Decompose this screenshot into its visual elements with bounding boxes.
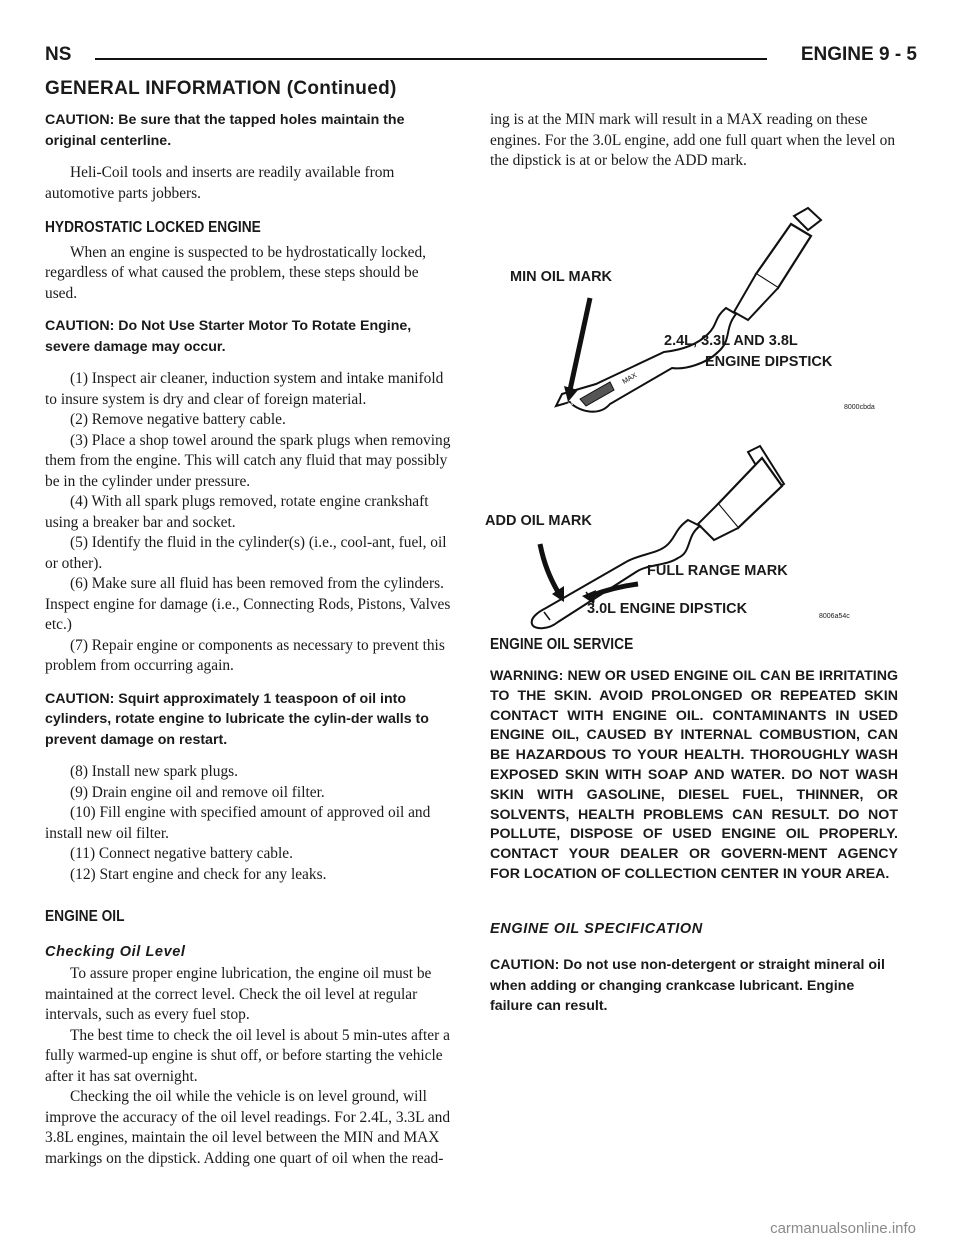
step-1: (1) Inspect air cleaner, induction system and intake manifold to insure system is dry and clear of foreign material. <box>45 370 444 408</box>
subheading-engine-oil-specification: ENGINE OIL SPECIFICATION <box>490 920 703 937</box>
paragraph-continued: ing is at the MIN mark will result in a MAX reading on these engines. For the 3.0L engine, add one full quart when the level on the dipstick is at or below the ADD mark. <box>490 111 896 169</box>
caution-teaspoon-oil: CAUTION: Squirt approximately 1 teaspoon of oil into cylinders, rotate engine to lubricate the cylin-der walls to prevent damage on restart. <box>45 690 429 748</box>
step-10: (10) Fill engine with specified amount of approved oil and install new oil filter. <box>45 804 431 842</box>
step-6: (6) Make sure all fluid has been removed from the cylinders. Inspect engine for damage (i.e., Connecting Rods, Pistons, Valves etc.) <box>45 575 451 633</box>
step-9: (9) Drain engine oil and remove oil filter. <box>70 783 325 801</box>
mark-min-text: MIN <box>562 400 575 412</box>
dipstick-illustration-1 <box>486 194 906 434</box>
add-leader-line <box>540 544 558 592</box>
left-column <box>45 110 453 1169</box>
label-engine-dipstick: ENGINE DIPSTICK <box>705 353 833 370</box>
mark-max-text: MAX <box>621 371 639 386</box>
header-section-page: ENGINE 9 - 5 <box>800 44 917 65</box>
paragraph-check-3: Checking the oil while the vehicle is on level ground, will improve the accuracy of the oil level readings. For 2.4L, 3.3L and 3.8L engines, maintain the oil level between the MIN and MAX markings on the dipstick. Adding one quart of oil when the read- <box>45 1088 451 1167</box>
subheading-checking-oil-level: Checking Oil Level <box>45 943 186 960</box>
label-engines: 2.4L, 3.3L AND 3.8L <box>664 332 798 349</box>
label-min-oil-mark: MIN OIL MARK <box>510 268 613 285</box>
dipstick-handle-cap <box>794 208 821 230</box>
step-11: (11) Connect negative battery cable. <box>70 845 293 862</box>
figure-dipstick-24-33-38 <box>486 194 906 434</box>
page-header <box>45 38 917 78</box>
label-full-range-mark: FULL RANGE MARK <box>647 562 788 579</box>
footer-watermark[interactable]: carmanualsonline.info <box>770 1220 916 1237</box>
paragraph-hydrostatic: When an engine is suspected to be hydrostatically locked, regardless of what caused the problem, these steps should be used. <box>45 243 427 302</box>
caution-starter-motor: CAUTION: Do Not Use Starter Motor To Rotate Engine, severe damage may occur. <box>45 318 412 355</box>
step-12: (12) Start engine and check for any leaks. <box>70 865 327 883</box>
caution-non-detergent-oil: CAUTION: Do not use non-detergent or straight mineral oil when adding or changing crankcase lubricant. Engine failure can result. <box>490 957 885 1015</box>
figure-code-1: 8000cbda <box>844 403 875 411</box>
header-model-code: NS <box>45 44 72 65</box>
caution-centerline: CAUTION: Be sure that the tapped holes maintain the original centerline. <box>45 112 405 149</box>
header-rule <box>95 58 767 60</box>
label-add-oil-mark: ADD OIL MARK <box>485 512 592 529</box>
paragraph-check-2: The best time to check the oil level is about 5 min-utes after a fully warmed-up engine is shut off, or before starting the vehicle after it has sat overnight. <box>45 1026 450 1085</box>
step-5: (5) Identify the fluid in the cylinder(s) (i.e., cool-ant, fuel, oil or other). <box>45 534 447 572</box>
paragraph-helicoil: Heli-Coil tools and inserts are readily available from automotive parts jobbers. <box>45 164 395 202</box>
heading-engine-oil-service: ENGINE OIL SERVICE <box>490 635 634 653</box>
heading-engine-oil: ENGINE OIL <box>45 908 125 925</box>
step-7: (7) Repair engine or components as necessary to prevent this problem from occurring again. <box>45 636 445 674</box>
step-8: (8) Install new spark plugs. <box>70 763 238 780</box>
step-4: (4) With all spark plugs removed, rotate engine crankshaft using a breaker bar and socket. <box>45 493 429 531</box>
min-leader-line <box>570 298 590 390</box>
section-title: GENERAL INFORMATION (Continued) <box>45 78 397 99</box>
right-column <box>485 110 898 1029</box>
heading-hydrostatic-locked-engine: HYDROSTATIC LOCKED ENGINE <box>45 219 261 236</box>
figure-code-2: 8006a54c <box>819 612 850 620</box>
dipstick-handle <box>756 224 811 288</box>
label-30-engine-dipstick: 3.0L ENGINE DIPSTICK <box>587 600 748 617</box>
step-3: (3) Place a shop towel around the spark plugs when removing them from the engine. This will catch any fluid that may possibly be in the cylinder under pressure. <box>45 431 451 490</box>
paragraph-check-1: To assure proper engine lubrication, the engine oil must be maintained at the correct level. Check the oil level at regular intervals, such as every fuel stop. <box>45 965 432 1023</box>
step-2: (2) Remove negative battery cable. <box>70 411 286 428</box>
warning-engine-oil: WARNING: NEW OR USED ENGINE OIL CAN BE IRRITATING TO THE SKIN. AVOID PROLONGED OR REPEATED SKIN CONTACT WITH ENGINE OIL. CONTAMINANTS IN USED ENGINE OIL, CAUSED BY INTERNAL COMBUSTION, CAN BE HAZARDOUS TO YOUR HEALTH. THOROUGHLY WASH EXPOSED SKIN WITH SOAP AND WATER. DO NOT WASH SKIN WITH GASOLINE, DIESEL FUEL, THINNER, OR SOLVENTS, HEALTH PROBLEMS CAN RESULT. DO NOT POLLUTE, DISPOSE OF USED ENGINE OIL PROPERLY. CONTACT YOUR DEALER OR GOVERN-MENT AGENCY FOR LOCATION OF COLLECTION CENTER IN YOUR AREA. <box>490 668 898 882</box>
